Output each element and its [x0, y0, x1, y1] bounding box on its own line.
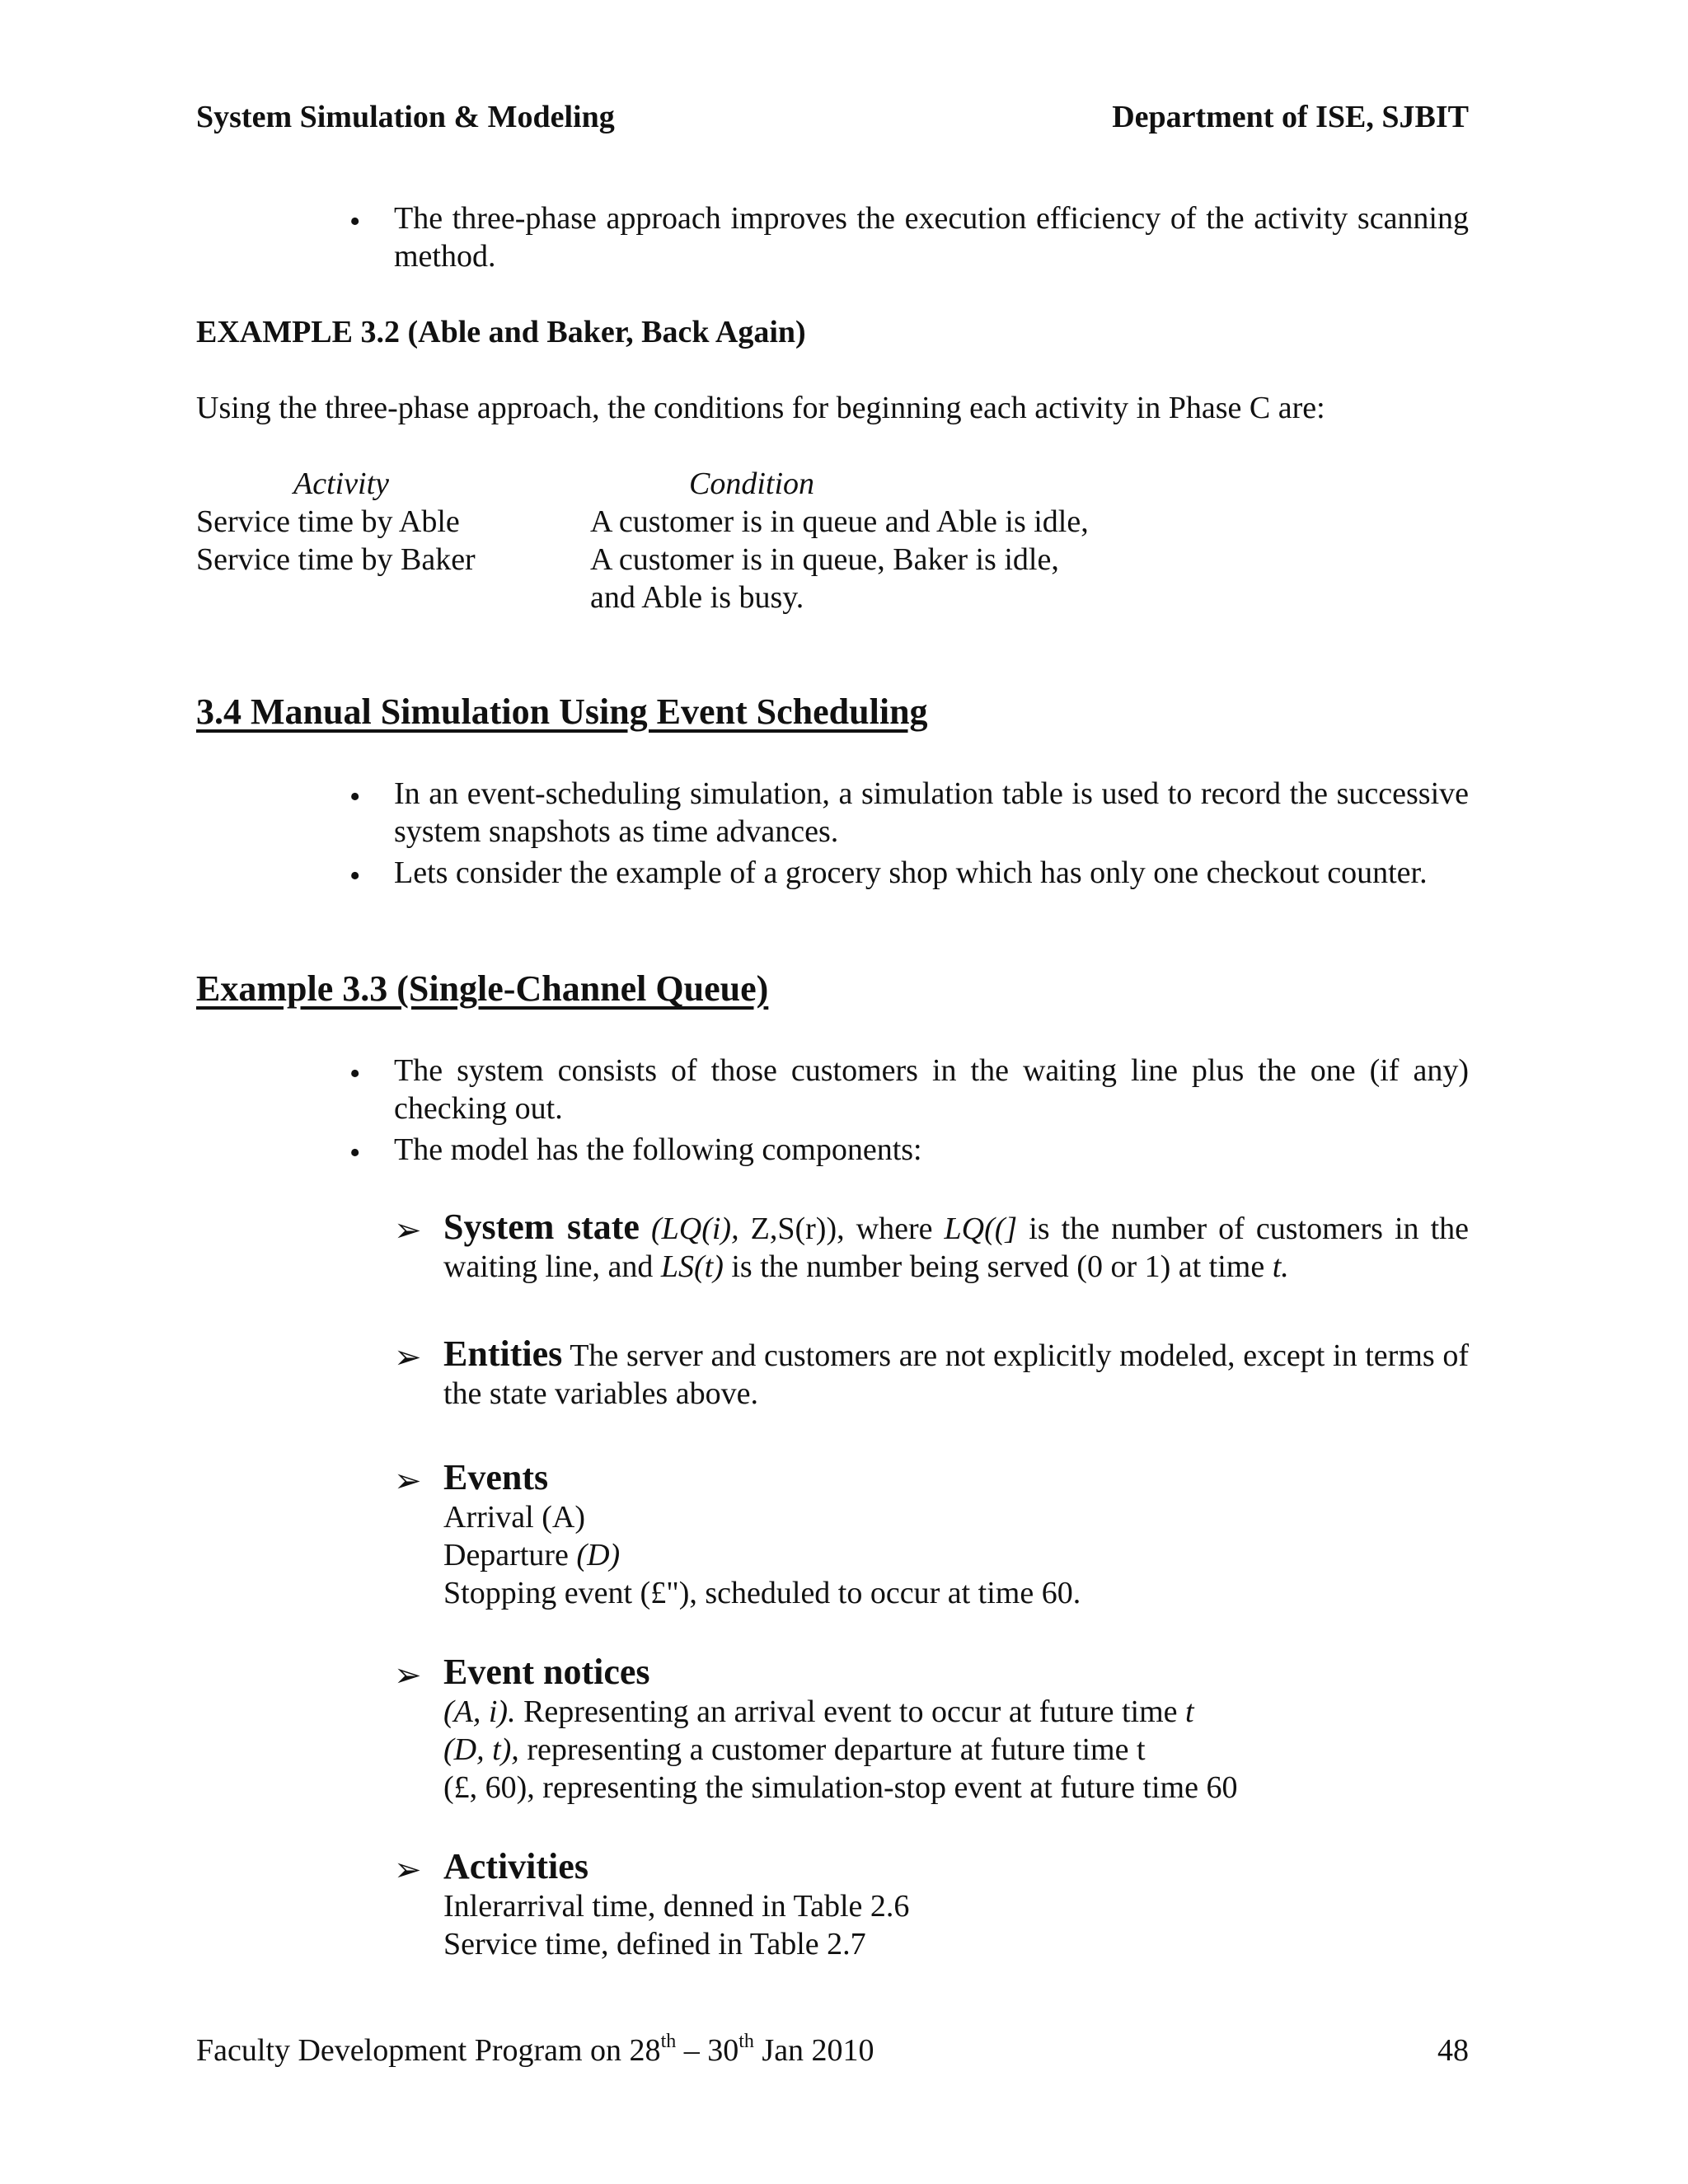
events-label: Events [443, 1457, 549, 1497]
footer-text: Faculty Development Program on 28 [196, 2033, 661, 2068]
event-notices-line [443, 1693, 1194, 1731]
intro-bullet-text: The three-phase approach improves the execution efficiency of the activity scanning method. [394, 201, 1469, 274]
table-row-activity: Service time by Baker [196, 542, 476, 577]
footer-superscript: th [738, 2031, 754, 2052]
table-row-condition-cont: and Able is busy. [590, 580, 804, 615]
event-notices-text: t [1185, 1694, 1194, 1729]
example-3-3-bullet: The system consists of those customers in the waiting line plus the one (if any) checking out. [394, 1053, 1469, 1126]
example-3-3-heading: Example 3.3 (Single-Channel Queue) [196, 968, 769, 1009]
footer-text: – 30 [676, 2033, 739, 2068]
activities-label: Activities [443, 1846, 588, 1886]
section-3-4-bullet: In an event-scheduling simulation, a simulation table is used to record the successive system snapshots as time advances. [394, 776, 1469, 849]
activities-line: Inlerarrival time, denned in Table 2.6 [443, 1889, 910, 1924]
event-notices-line [443, 1731, 1146, 1769]
entities-label: Entities [443, 1333, 563, 1374]
section-3-4-bullet: Lets consider the example of a grocery shop which has only one checkout counter. [394, 855, 1428, 890]
system-state-text: is the number being served (0 or 1) at time [723, 1249, 1273, 1284]
event-notices-text: (D, t), [443, 1732, 519, 1767]
table-header-condition: Condition [689, 466, 815, 501]
events-line [443, 1536, 620, 1574]
events-line: Arrival (A) [443, 1500, 585, 1535]
header-department: Department of ISE, SJBIT [1112, 100, 1469, 134]
system-state-label: System state [443, 1207, 640, 1247]
system-state-text: LS(t) [660, 1249, 724, 1284]
event-notices-text: Representing an arrival event to occur at future time [515, 1694, 1186, 1729]
bullet-dot: • [349, 859, 361, 893]
table-header-activity: Activity [293, 466, 390, 501]
bullet-dot: • [349, 1057, 361, 1091]
events-text: (D) [576, 1538, 621, 1572]
arrow-bullet-icon: ➢ [394, 1338, 422, 1376]
table-row-activity: Service time by Able [196, 504, 460, 539]
event-notices-label: Event notices [443, 1652, 650, 1692]
event-notices-text: (A, i). [443, 1694, 516, 1729]
system-state-text: is the number of customers in the waiting line, and [443, 1212, 1470, 1284]
table-row-condition: A customer is in queue and Able is idle, [590, 504, 1089, 539]
arrow-bullet-icon: ➢ [394, 1657, 422, 1694]
header-title: System Simulation & Modeling [196, 100, 615, 134]
activities-line: Service time, defined in Table 2.7 [443, 1927, 866, 1961]
entities-item [443, 1333, 1469, 1413]
table-row-condition: A customer is in queue, Baker is idle, [590, 542, 1059, 577]
arrow-bullet-icon: ➢ [394, 1212, 422, 1249]
arrow-bullet-icon: ➢ [394, 1851, 422, 1888]
bullet-dot: • [349, 780, 361, 814]
page-number: 48 [1437, 2033, 1469, 2068]
footer-text: Jan 2010 [753, 2033, 874, 2068]
event-notices-line: (£, 60), representing the simulation-stop event at future time 60 [443, 1770, 1238, 1805]
footer-superscript: th [660, 2031, 677, 2052]
arrow-bullet-icon: ➢ [394, 1462, 422, 1499]
example-3-3-bullet: The model has the following components: [394, 1132, 922, 1167]
system-state-item [443, 1207, 1469, 1286]
footer-program [196, 2032, 874, 2069]
system-state-text: Z,S(r)), where [738, 1212, 945, 1246]
event-notices-text: representing a customer departure at future time t [518, 1732, 1146, 1767]
events-text: Departure [443, 1538, 577, 1572]
system-state-text: (LQ(i), [650, 1212, 739, 1246]
bullet-dot: • [349, 1136, 361, 1170]
example-3-2-title: EXAMPLE 3.2 (Able and Baker, Back Again) [196, 315, 806, 349]
events-line: Stopping event (£"), scheduled to occur at time 60. [443, 1576, 1081, 1610]
system-state-text: LQ((] [944, 1212, 1018, 1246]
entities-text: The server and customers are not explicitly modeled, except in terms of the state variables above. [443, 1338, 1469, 1411]
system-state-text: t. [1272, 1249, 1289, 1284]
example-3-2-lead: Using the three-phase approach, the conditions for beginning each activity in Phase C are: [196, 391, 1325, 425]
bullet-dot: • [349, 204, 361, 239]
section-3-4-heading: 3.4 Manual Simulation Using Event Scheduling [196, 691, 928, 732]
